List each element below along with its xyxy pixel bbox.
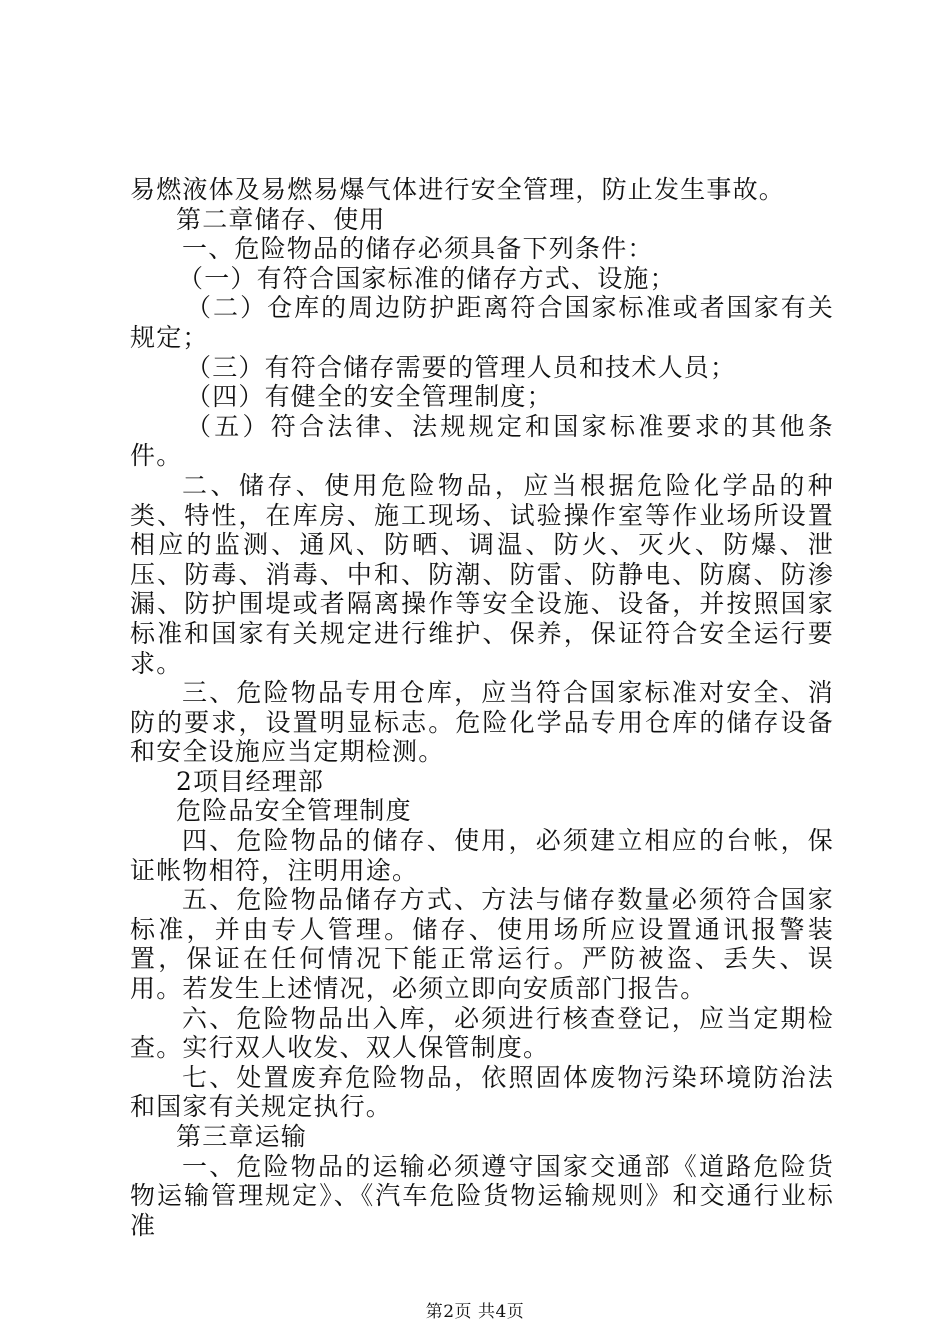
list-item: （四）有健全的安全管理制度； <box>186 382 553 412</box>
chapter-heading: 第三章运输 <box>176 1122 308 1151</box>
list-item: （一）有符合国家标准的储存方式、设施； <box>178 263 676 293</box>
list-item: （三）有符合储存需要的管理人员和技术人员； <box>186 352 737 382</box>
chapter-heading: 第二章储存、使用 <box>176 204 386 234</box>
paragraph: 六、危险物品出入库，必须进行核查登记，应当定期检查。实行双人收发、双人保管制度。 <box>130 1003 834 1063</box>
list-item: （五）符合法律、法规规定和国家标准要求的其他条件。 <box>130 411 834 471</box>
paragraph: 四、危险物品的储存、使用，必须建立相应的台帐，保证帐物相符，注明用途。 <box>130 826 834 885</box>
paragraph: 二、储存、使用危险物品，应当根据危险化学品的种类、特性，在库房、施工现场、试验操作室等作业场所设置相应的监测、通风、防晒、调温、防火、灭火、防爆、泄压、防毒、消毒、中和、防潮、防雷、防静电、防腐、防渗漏、防护围堤或者隔离操作等安全设施、设备，并按照国家标准和国家有关规定进行维护、保养，保证符合安全运行要求。 <box>130 470 834 678</box>
paragraph: 易燃液体及易燃易爆气体进行安全管理，防止发生事故。 <box>130 175 786 204</box>
section-title: 危险品安全管理制度 <box>176 796 412 826</box>
paragraph: 七、处置废弃危险物品，依照固体废物污染环境防治法和国家有关规定执行。 <box>130 1062 834 1122</box>
paragraph: 三、危险物品专用仓库，应当符合国家标准对安全、消防的要求，设置明显标志。危险化学品专用仓库的储存设备和安全设施应当定期检测。 <box>130 678 834 767</box>
page-footer: 第2页 共4页 <box>425 1302 525 1322</box>
list-item: （二）仓库的周边防护距离符合国家标准或者国家有关规定； <box>130 293 834 352</box>
paragraph: 五、危险物品储存方式、方法与储存数量必须符合国家标准，并由专人管理。储存、使用场所应设置通讯报警装置，保证在任何情况下能正常运行。严防被盗、丢失、误用。若发生上述情况，必须立即向安质部门报告。 <box>130 885 834 1004</box>
document-body <box>130 175 834 1240</box>
section-label: 2项目经理部 <box>176 766 325 796</box>
paragraph: 一、危险物品的运输必须遵守国家交通部《道路危险货物运输管理规定》、《汽车危险货物运输规则》和交通行业标准 <box>130 1151 834 1240</box>
paragraph: 一、危险物品的储存必须具备下列条件： <box>182 234 654 264</box>
